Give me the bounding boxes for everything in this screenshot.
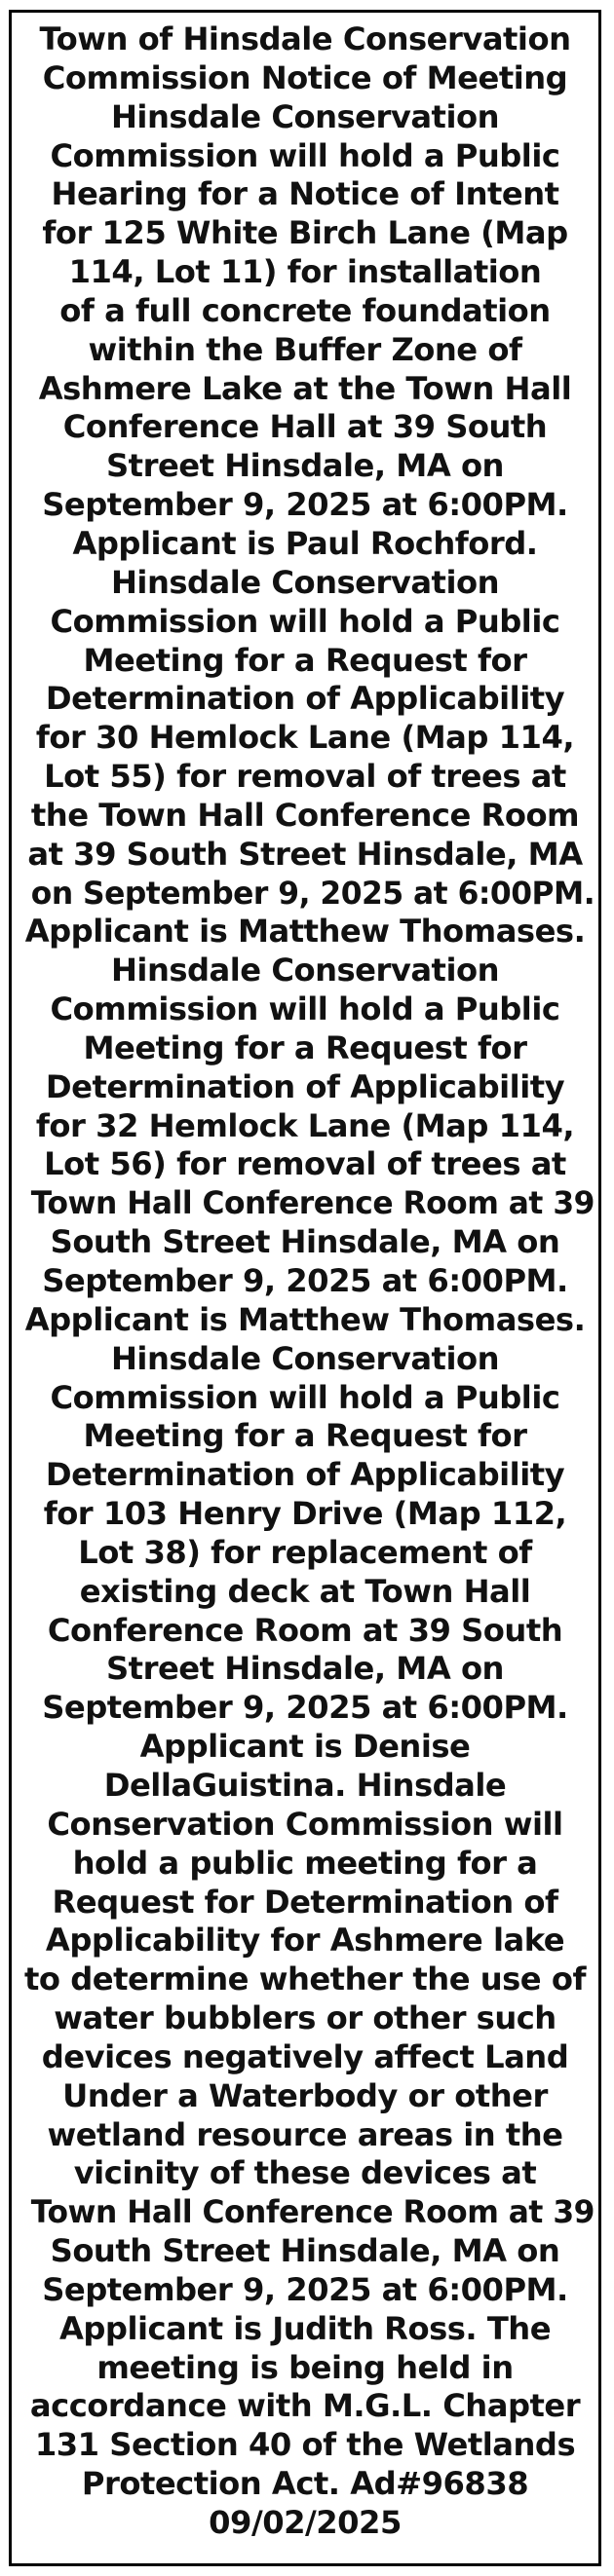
notice-line: water bubblers or other such	[54, 1999, 556, 2037]
notice-line: Under a Waterbody or other	[62, 2076, 548, 2114]
notice-line: Commission Notice of Meeting	[42, 58, 568, 96]
notice-line: meeting is being held in	[96, 2348, 514, 2386]
notice-line: Determination of Applicability	[45, 1456, 565, 1494]
notice-line: wetland resource areas in the	[47, 2115, 563, 2153]
notice-line: Request for Determination of	[52, 1883, 558, 1921]
notice-line: Lot 55) for removal of trees at	[44, 758, 566, 796]
notice-line: Commission will hold a Public	[50, 990, 560, 1028]
notice-line: Hearing for a Notice of Intent	[51, 175, 559, 213]
notice-line: for 30 Hemlock Lane (Map 114,	[35, 719, 575, 757]
notice-line: South Street Hinsdale, MA on	[50, 2232, 560, 2270]
notice-line: to determine whether the use of	[24, 1960, 586, 1998]
notice-line: 131 Section 40 of the Wetlands	[34, 2426, 576, 2464]
notice-line: Town Hall Conference Room at 39	[30, 1184, 595, 1222]
notice-line: hold a public meeting for a	[72, 1844, 538, 1882]
notice-line: devices negatively affect Land	[41, 2037, 569, 2075]
notice-line: Hinsdale Conservation	[110, 563, 500, 601]
notice-line: Town Hall Conference Room at 39	[30, 2193, 595, 2231]
notice-line: Town of Hinsdale Conservation	[39, 20, 571, 57]
notice-line: Applicant is Matthew Thomases.	[24, 913, 586, 951]
notice-line: September 9, 2025 at 6:00PM.	[42, 486, 568, 524]
notice-line: Determination of Applicability	[45, 1067, 565, 1105]
notice-line: Commission will hold a Public	[50, 136, 560, 174]
notice-line: within the Buffer Zone of	[88, 330, 522, 368]
notice-line: Applicant is Matthew Thomases.	[24, 1300, 586, 1338]
notice-line: vicinity of these devices at	[73, 2154, 537, 2192]
notice-line: Conference Room at 39 South	[47, 1611, 563, 1649]
notice-line: on September 9, 2025 at 6:00PM.	[30, 874, 595, 912]
notice-line: Lot 38) for replacement of	[78, 1533, 532, 1571]
notice-line: at 39 South Street Hinsdale, MA	[27, 835, 583, 873]
notice-line: Applicability for Ashmere lake	[45, 1922, 565, 1960]
notice-line: Meeting for a Request for	[83, 1417, 527, 1455]
notice-border	[9, 10, 601, 2566]
notice-line: accordance with M.G.L. Chapter	[29, 2387, 581, 2425]
notice-line: Applicant is Paul Rochford.	[72, 524, 538, 562]
notice-line: 09/02/2025	[209, 2504, 402, 2541]
notice-line: Conservation Commission will	[47, 1805, 563, 1843]
notice-line: Applicant is Judith Ross. The	[58, 2309, 552, 2347]
notice-line: Meeting for a Request for	[83, 1028, 527, 1066]
notice-line: existing deck at Town Hall	[79, 1572, 531, 1610]
notice-line: Determination of Applicability	[45, 680, 565, 718]
notice-line: for 125 White Birch Lane (Map	[42, 214, 568, 252]
notice-line: Applicant is Denise	[139, 1728, 471, 1766]
notice-line: Protection Act. Ad#96838	[81, 2465, 529, 2503]
legal-notice-text	[12, 13, 598, 2543]
notice-line: the Town Hall Conference Room	[30, 796, 580, 834]
notice-line: of a full concrete foundation	[59, 291, 551, 329]
notice-line: Street Hinsdale, MA on	[106, 447, 504, 485]
notice-line: Hinsdale Conservation	[110, 1339, 500, 1377]
notice-line: South Street Hinsdale, MA on	[50, 1223, 560, 1261]
notice-line: September 9, 2025 at 6:00PM.	[42, 2270, 568, 2308]
notice-line: Meeting for a Request for	[83, 641, 527, 679]
notice-line: Commission will hold a Public	[50, 602, 560, 640]
notice-line: Conference Hall at 39 South	[62, 408, 548, 446]
notice-line: Hinsdale Conservation	[110, 952, 500, 989]
notice-line: DellaGuistina. Hinsdale	[103, 1766, 507, 1804]
notice-line: Hinsdale Conservation	[110, 97, 500, 135]
notice-line: Commission will hold a Public	[50, 1378, 560, 1416]
notice-line: for 32 Hemlock Lane (Map 114,	[35, 1106, 575, 1144]
notice-line: 114, Lot 11) for installation	[68, 253, 542, 291]
notice-line: Ashmere Lake at the Town Hall	[38, 369, 572, 407]
notice-line: September 9, 2025 at 6:00PM.	[42, 1262, 568, 1299]
notice-line: September 9, 2025 at 6:00PM.	[42, 1689, 568, 1727]
notice-line: Street Hinsdale, MA on	[106, 1650, 504, 1688]
notice-line: for 103 Henry Drive (Map 112,	[43, 1495, 567, 1533]
notice-line: Lot 56) for removal of trees at	[44, 1145, 566, 1183]
